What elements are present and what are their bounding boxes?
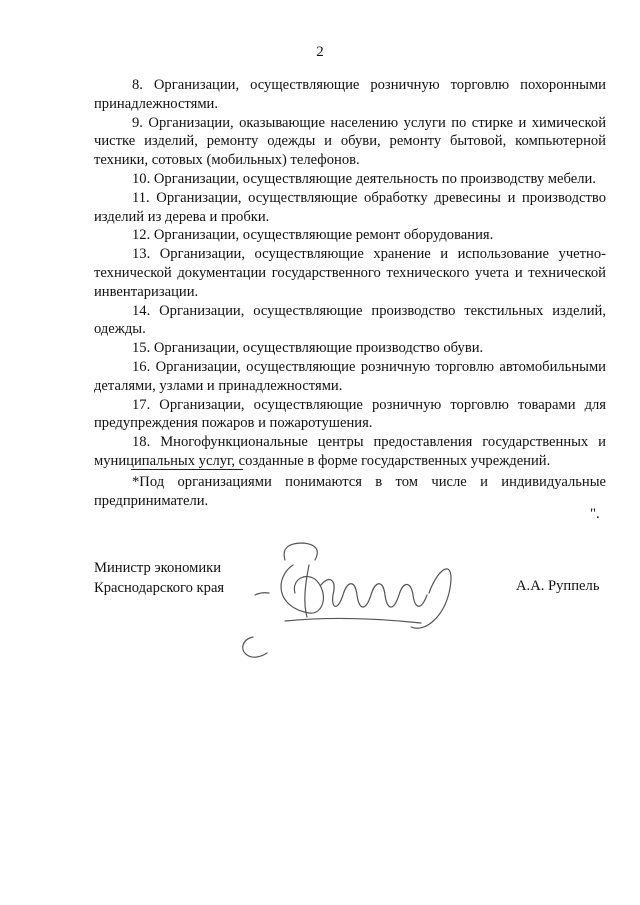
list-item: 12. Организации, осуществляющие ремонт оборудования. [132, 227, 494, 244]
signature-stroke [321, 580, 427, 607]
signature-stroke [305, 565, 309, 617]
list-item: 8. Организации, осуществляющие розничную торговлю похоронными принадлежностями. [94, 77, 606, 112]
signer-name: А.А. Руппель [516, 578, 600, 594]
signature-stroke [281, 565, 323, 613]
signer-title [94, 558, 224, 598]
list-item: 18. Многофункциональные центры предоставления государственных и муниципальных услуг, созданные в форме государственных учреждений. [94, 434, 606, 469]
signature-stroke [255, 593, 269, 595]
signer-title-line: Краснодарского края [94, 580, 225, 596]
signature-stroke [411, 569, 451, 628]
list-item: 13. Организации, осуществляющие хранение и использование учетно-технической документации государственного технического учета и технической инвентаризации. [94, 246, 606, 300]
document-body [94, 76, 606, 471]
list-item: 14. Организации, осуществляющие производство текстильных изделий, одежды. [94, 302, 606, 338]
signer-title-line: Министр экономики [94, 560, 222, 576]
list-item: 9. Организации, оказывающие населению услуги по стирке и химической чистке изделий, ремонту одежды и обуви, ремонту бытовой, компьютерной техники, сотовых (мобильных) телефонов. [94, 114, 606, 169]
signature-stroke [285, 618, 421, 623]
list-item: 15. Организации, осуществляющие производство обуви. [132, 340, 484, 357]
list-item: 10. Организации, осуществляющие деятельность по производству мебели. [132, 170, 596, 187]
list-item: 16. Организации, осуществляющие розничную торговлю автомобильными деталями, узлами и принадлежностями. [94, 358, 606, 394]
signature-stroke [284, 543, 317, 560]
footnote-divider [131, 469, 243, 470]
list-item: 17. Организации, осуществляющие розничную торговлю товарами для предупреждения пожаров и пожаротушения. [94, 396, 606, 432]
list-item: 11. Организации, осуществляющие обработку древесины и производство изделий из дерева и пробки. [94, 189, 606, 225]
handwritten-signature [225, 535, 475, 670]
footnote: *Под организациями понимаются в том числе и индивидуальные предприниматели. [94, 474, 606, 509]
page-number: 2 [316, 44, 324, 60]
closing-quote: ". [590, 506, 600, 522]
signature-stroke [243, 637, 267, 657]
